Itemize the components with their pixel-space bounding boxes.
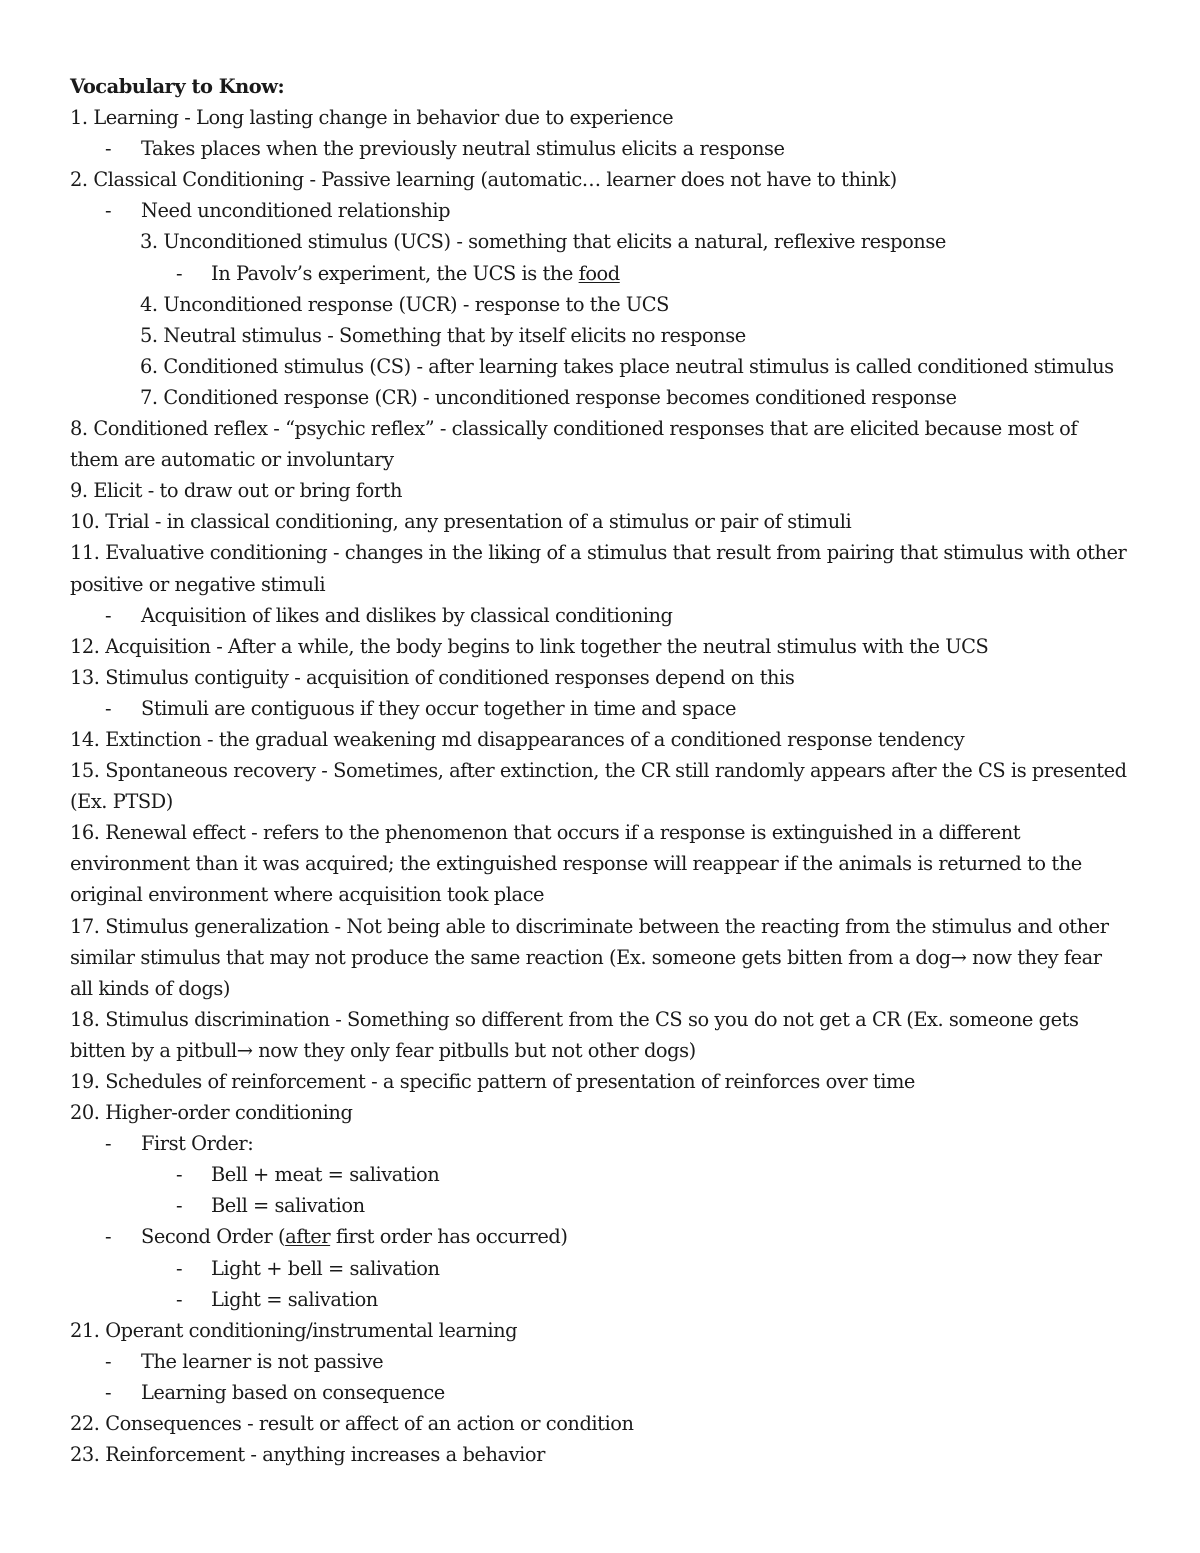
term-stimulus-generalization: 17. Stimulus generalization - Not being able to discriminate between the reacting from the stimulus and other xyxy=(70,914,1109,938)
bullet-item: - Takes places when the previously neutral stimulus elicits a response xyxy=(70,133,1132,164)
term-trial: 10. Trial - in classical conditioning, any presentation of a stimulus or pair of stimuli xyxy=(70,510,852,534)
term-unconditioned-stimulus: 3. Unconditioned stimulus (UCS) - something that elicits a natural, reflexive response xyxy=(140,230,946,254)
term-continuation: all kinds of dogs) xyxy=(70,976,231,1000)
bullet-item: - In Pavolv’s experiment, the UCS is the food xyxy=(70,258,1132,289)
term-continuation: original environment where acquisition took place xyxy=(70,883,545,907)
term-continuation: similar stimulus that may not produce the same reaction (Ex. someone gets bitten from a dog→ now they fear xyxy=(70,945,1102,969)
bullet-item: - The learner is not passive xyxy=(70,1346,1132,1377)
term-classical-conditioning: 2. Classical Conditioning - Passive learning (automatic… learner does not have to think) xyxy=(70,168,897,192)
term-unconditioned-response: 4. Unconditioned response (UCR) - response to the UCS xyxy=(140,292,670,316)
term-continuation: bitten by a pitbull→ now they only fear pitbulls but not other dogs) xyxy=(70,1038,696,1062)
bullet-item: - Stimuli are contiguous if they occur together in time and space xyxy=(70,693,1132,724)
dash-bullet: - xyxy=(105,137,112,161)
term-neutral-stimulus: 5. Neutral stimulus - Something that by itself elicits no response xyxy=(140,323,746,347)
dash-bullet: - xyxy=(176,1256,183,1280)
term-continuation: them are automatic or involuntary xyxy=(70,448,394,472)
dash-bullet: - xyxy=(105,199,112,223)
term-elicit: 9. Elicit - to draw out or bring forth xyxy=(70,479,403,503)
dash-bullet: - xyxy=(176,1287,183,1311)
term-acquisition: 12. Acquisition - After a while, the body begins to link together the neutral stimulus with the UCS xyxy=(70,634,989,658)
term-continuation: (Ex. PTSD) xyxy=(70,790,173,814)
term-spontaneous-recovery: 15. Spontaneous recovery - Sometimes, after extinction, the CR still randomly appears after the CS is presented xyxy=(70,759,1127,783)
term-conditioned-stimulus: 6. Conditioned stimulus (CS) - after learning takes place neutral stimulus is called conditioned stimulus xyxy=(140,354,1114,378)
bullet-item: - Need unconditioned relationship xyxy=(70,195,1132,226)
term-consequences: 22. Consequences - result or affect of an action or condition xyxy=(70,1412,634,1436)
dash-bullet: - xyxy=(176,261,183,285)
term-stimulus-discrimination: 18. Stimulus discrimination - Something so different from the CS so you do not get a CR (Ex. someone gets xyxy=(70,1007,1079,1031)
term-operant-conditioning: 21. Operant conditioning/instrumental learning xyxy=(70,1318,518,1342)
dash-bullet: - xyxy=(105,603,112,627)
term-higher-order-conditioning: 20. Higher-order conditioning xyxy=(70,1101,353,1125)
term-schedules-of-reinforcement: 19. Schedules of reinforcement - a specific pattern of presentation of reinforces over time xyxy=(70,1070,915,1093)
bullet-item: - Bell + meat = salivation xyxy=(70,1159,1132,1190)
underlined-word: food xyxy=(578,261,620,285)
term-learning: 1. Learning - Long lasting change in behavior due to experience xyxy=(70,106,674,130)
term-reinforcement: 23. Reinforcement - anything increases a behavior xyxy=(70,1443,545,1467)
page-title: Vocabulary to Know: xyxy=(70,75,285,98)
term-renewal-effect: 16. Renewal effect - refers to the phenomenon that occurs if a response is extinguished in a different xyxy=(70,821,1021,845)
dash-bullet: - xyxy=(105,696,112,720)
dash-bullet: - xyxy=(176,1163,183,1187)
term-continuation: positive or negative stimuli xyxy=(70,572,326,596)
underlined-word: after xyxy=(285,1225,331,1249)
bullet-item: - Learning based on consequence xyxy=(70,1377,1132,1408)
bullet-item: - First Order: xyxy=(70,1128,1132,1159)
document-page xyxy=(70,71,1132,1470)
term-stimulus-contiguity: 13. Stimulus contiguity - acquisition of conditioned responses depend on this xyxy=(70,665,795,689)
dash-bullet: - xyxy=(105,1349,112,1373)
bullet-item: - Light = salivation xyxy=(70,1284,1132,1315)
dash-bullet: - xyxy=(105,1225,112,1249)
term-extinction: 14. Extinction - the gradual weakening md disappearances of a conditioned response tendency xyxy=(70,727,965,751)
bullet-item: - Light + bell = salivation xyxy=(70,1253,1132,1284)
bullet-item: - Bell = salivation xyxy=(70,1190,1132,1221)
bullet-item: - Second Order (after first order has occurred) xyxy=(70,1221,1132,1252)
term-conditioned-reflex: 8. Conditioned reflex - “psychic reflex” - classically conditioned responses that are elicited because most of xyxy=(70,417,1078,441)
bullet-item: - Acquisition of likes and dislikes by classical conditioning xyxy=(70,600,1132,631)
term-evaluative-conditioning: 11. Evaluative conditioning - changes in the liking of a stimulus that result from pairing that stimulus with other xyxy=(70,541,1127,565)
term-conditioned-response: 7. Conditioned response (CR) - unconditioned response becomes conditioned response xyxy=(140,385,957,409)
dash-bullet: - xyxy=(176,1194,183,1218)
term-continuation: environment than it was acquired; the extinguished response will reappear if the animals is returned to the xyxy=(70,852,1082,876)
dash-bullet: - xyxy=(105,1132,112,1156)
dash-bullet: - xyxy=(105,1380,112,1404)
